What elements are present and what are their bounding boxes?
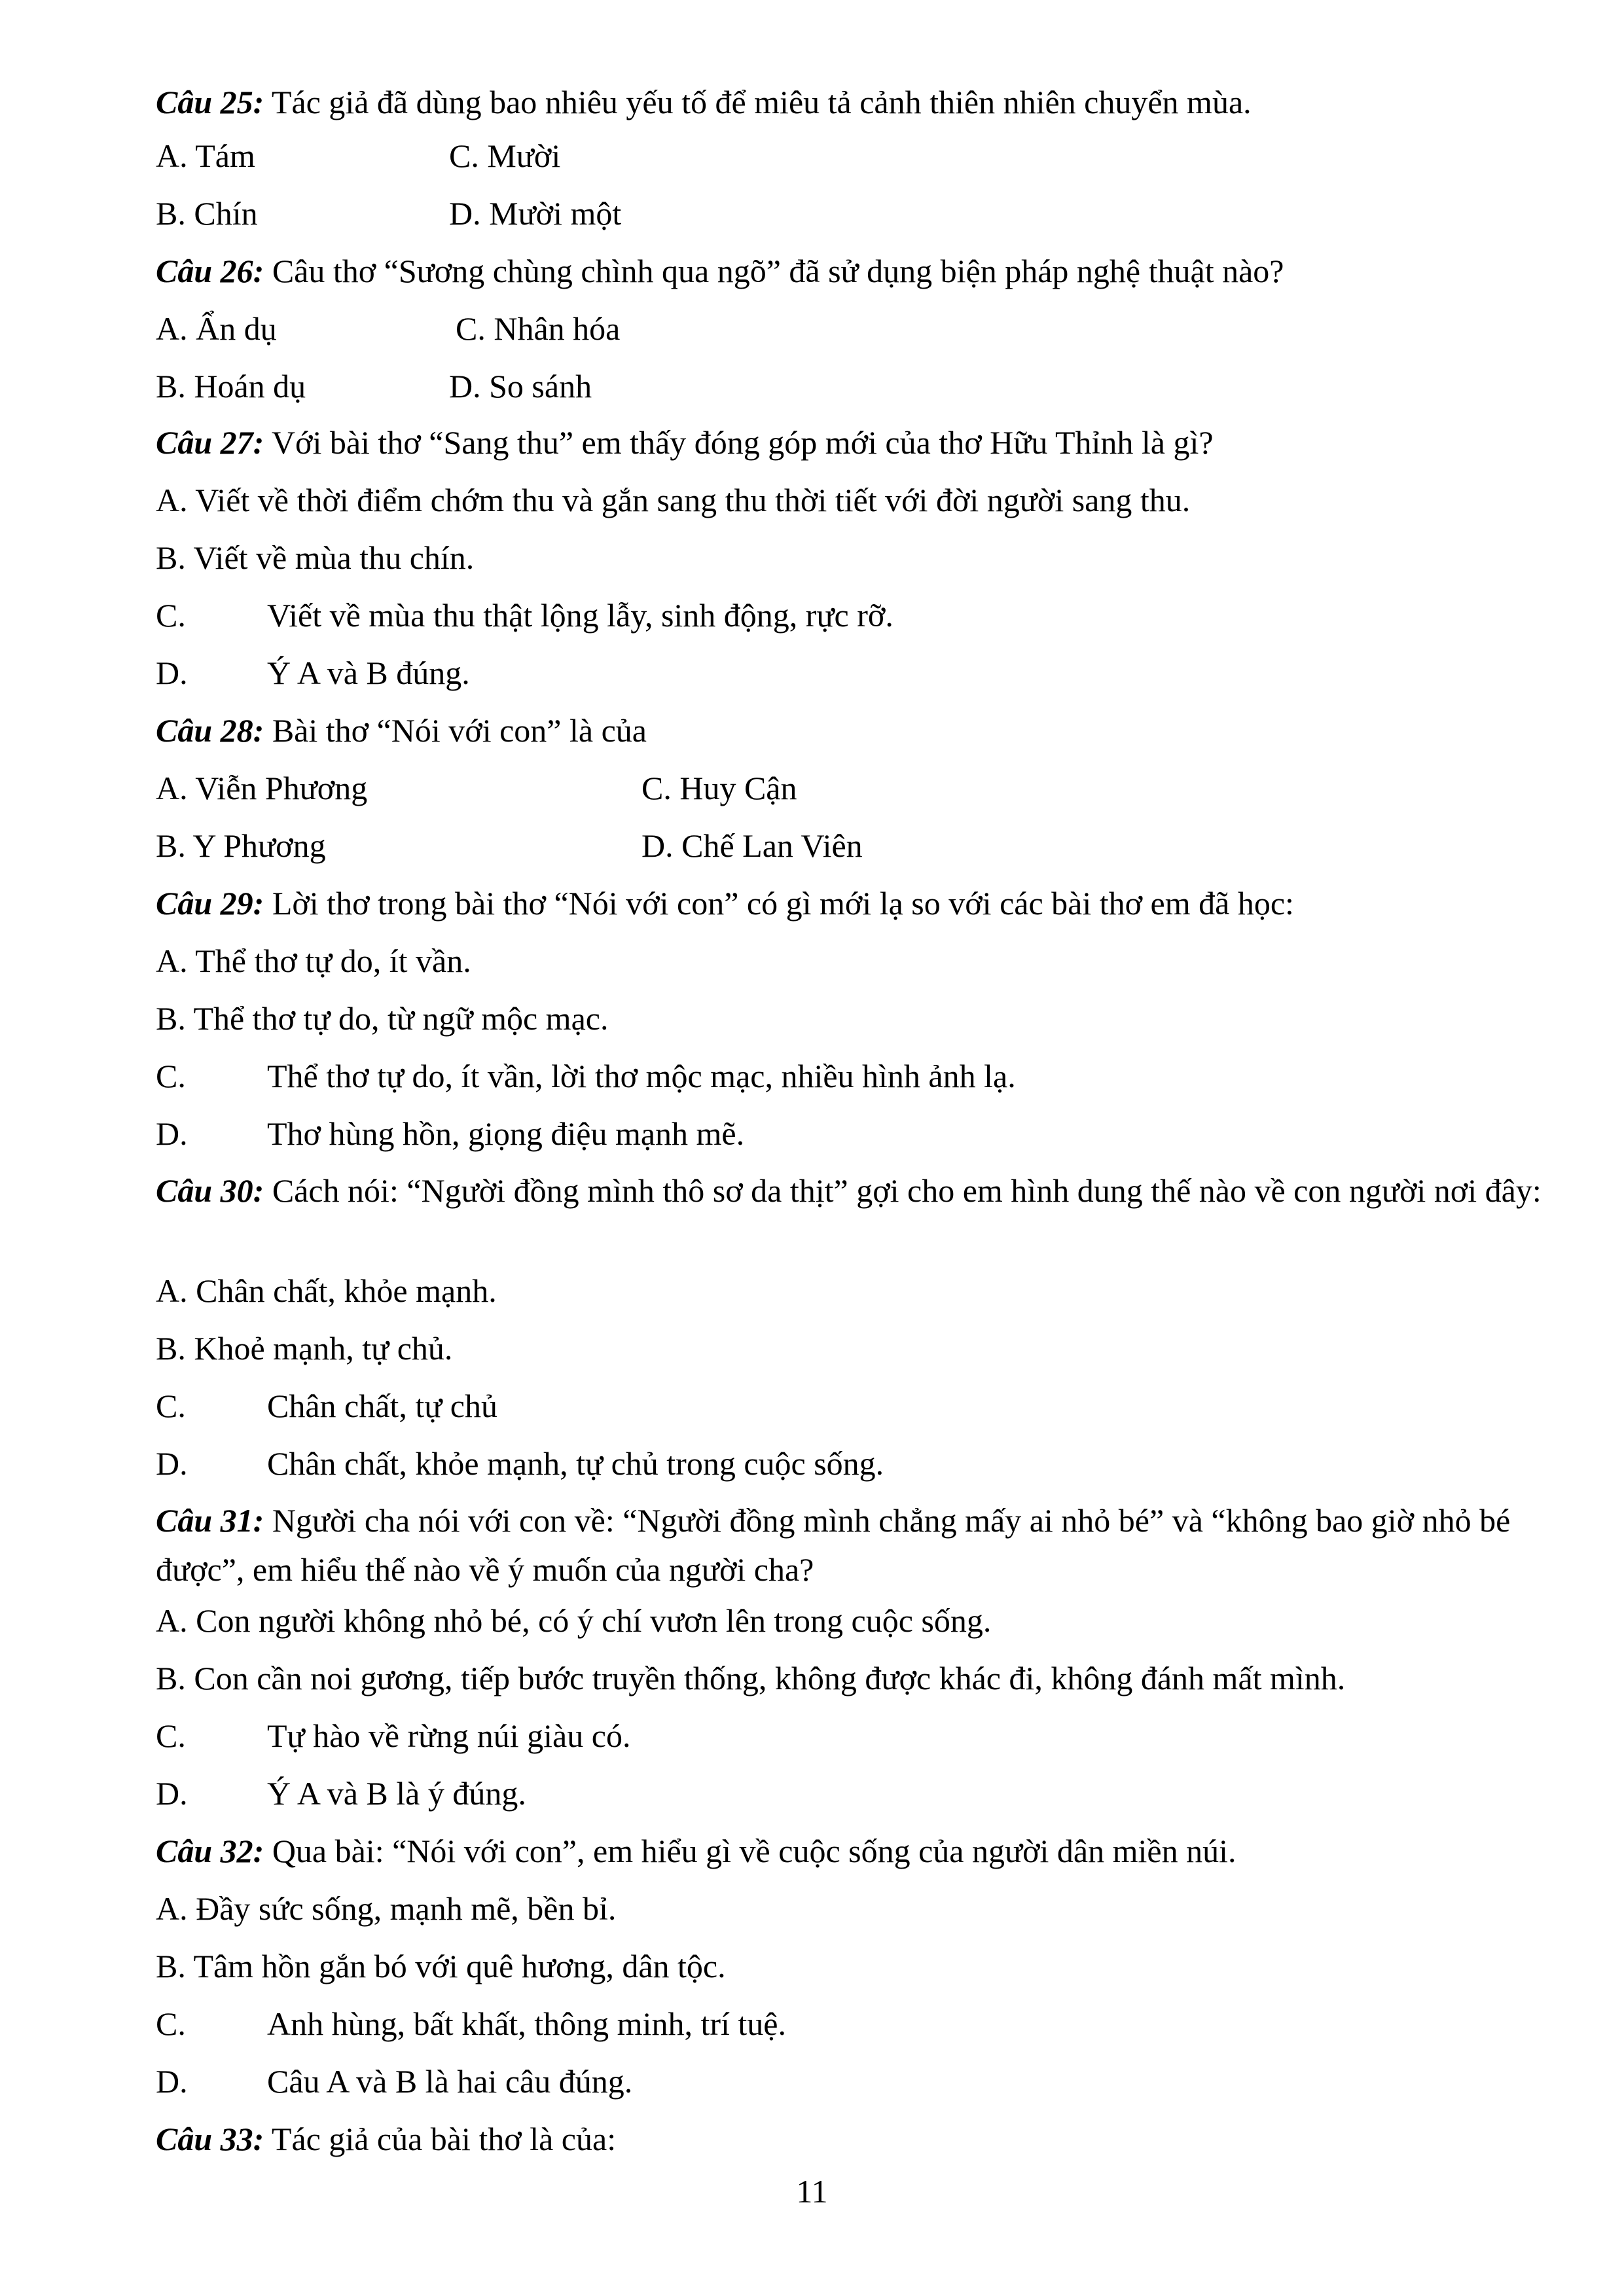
- option-letter: C.: [156, 1058, 186, 1094]
- option-d-row: [156, 1444, 884, 1483]
- option-c: C. Nhân hóa: [456, 310, 621, 347]
- option-row: [156, 194, 622, 233]
- option-d: Ý A và B là ý đúng.: [267, 1775, 526, 1812]
- question-label: Câu 30:: [156, 1172, 264, 1209]
- option-c: Anh hùng, bất khất, thông minh, trí tuệ.: [267, 2005, 786, 2042]
- option-letter: D.: [156, 655, 188, 691]
- option-d: D. Chế Lan Viên: [641, 827, 863, 864]
- option-d-row: [156, 1774, 526, 1813]
- question-25: [156, 82, 1252, 122]
- page-number: 11: [796, 2173, 828, 2210]
- question-text: Lời thơ trong bài thơ “Nói với con” có gì mới lạ so với các bài thơ em đã học:: [264, 885, 1294, 922]
- option-letter: C.: [156, 597, 186, 634]
- question-text: Qua bài: “Nói với con”, em hiểu gì về cuộc sống của người dân miền núi.: [264, 1833, 1236, 1869]
- question-31: [156, 1496, 1563, 1594]
- option-d-row: [156, 653, 470, 692]
- question-label: Câu 32:: [156, 1833, 264, 1869]
- option-a: A. Tám: [156, 137, 255, 174]
- option-d: Câu A và B là hai câu đúng.: [267, 2063, 633, 2100]
- option-a: A. Chân chất, khỏe mạnh.: [156, 1272, 497, 1309]
- option-row: [156, 309, 621, 348]
- option-a: A. Thể thơ tự do, ít vần.: [156, 942, 471, 979]
- option-c: Viết về mùa thu thật lộng lẫy, sinh động, rực rỡ.: [267, 597, 893, 634]
- option-c: C. Mười: [449, 137, 561, 174]
- question-32: [156, 1831, 1236, 1871]
- question-text: Người cha nói với con về: “Người đồng mình chẳng mấy ai nhỏ bé” và “không bao giờ nhỏ bé được”, em hiểu thế nào về ý muốn của người cha?: [156, 1502, 1511, 1588]
- question-33: [156, 2119, 616, 2159]
- question-text: Với bài thơ “Sang thu” em thấy đóng góp mới của thơ Hữu Thỉnh là gì?: [264, 424, 1214, 461]
- option-letter: D.: [156, 1445, 188, 1482]
- option-a: A. Ẩn dụ: [156, 310, 277, 347]
- option-letter: C.: [156, 1717, 186, 1754]
- option-b: B. Chín: [156, 195, 258, 232]
- option-d-row: [156, 2062, 633, 2101]
- option-c-row: [156, 1056, 1016, 1096]
- option-letter: D.: [156, 1115, 188, 1152]
- question-29: [156, 884, 1294, 923]
- option-b: B. Con cần noi gương, tiếp bước truyền thống, không được khác đi, không đánh mất mình.: [156, 1660, 1346, 1696]
- question-text: Cách nói: “Người đồng mình thô sơ da thịt” gợi cho em hình dung thế nào về con người nơi đây:: [264, 1172, 1542, 1209]
- option-row: [156, 367, 592, 406]
- option-d-row: [156, 1114, 745, 1153]
- option-b: B. Khoẻ mạnh, tự chủ.: [156, 1330, 453, 1367]
- option-c: Tự hào về rừng núi giàu có.: [267, 1717, 631, 1754]
- option-letter: C.: [156, 1388, 186, 1424]
- option-b: B. Thể thơ tự do, từ ngữ mộc mạc.: [156, 1000, 609, 1037]
- question-label: Câu 28:: [156, 712, 264, 749]
- question-27: [156, 423, 1214, 462]
- question-label: Câu 27:: [156, 424, 264, 461]
- question-26: [156, 251, 1284, 291]
- question-28: [156, 711, 647, 750]
- option-c-row: [156, 1386, 498, 1426]
- question-text: Tác giả đã dùng bao nhiêu yếu tố để miêu tả cảnh thiên nhiên chuyển mùa.: [264, 84, 1252, 120]
- option-letter: D.: [156, 1775, 188, 1812]
- option-b: B. Viết về mùa thu chín.: [156, 539, 475, 576]
- option-b: B. Hoán dụ: [156, 368, 306, 404]
- option-c: Chân chất, tự chủ: [267, 1388, 498, 1424]
- option-d: Chân chất, khỏe mạnh, tự chủ trong cuộc sống.: [267, 1445, 884, 1482]
- option-c-row: [156, 1716, 631, 1755]
- question-label: Câu 26:: [156, 253, 264, 289]
- option-c-row: [156, 596, 893, 635]
- option-letter: C.: [156, 2005, 186, 2042]
- question-text: Tác giả của bài thơ là của:: [264, 2121, 617, 2157]
- option-d: D. Mười một: [449, 195, 622, 232]
- question-label: Câu 25:: [156, 84, 264, 120]
- question-label: Câu 29:: [156, 885, 264, 922]
- option-a: A. Viết về thời điểm chớm thu và gắn sang thu thời tiết với đời người sang thu.: [156, 482, 1191, 518]
- option-row: [156, 826, 863, 865]
- option-a: A. Con người không nhỏ bé, có ý chí vươn lên trong cuộc sống.: [156, 1602, 992, 1639]
- option-c: C. Huy Cận: [641, 770, 797, 806]
- question-30: [156, 1166, 1563, 1215]
- option-d: D. So sánh: [449, 368, 592, 404]
- option-a: A. Viễn Phương: [156, 770, 368, 806]
- question-text: Bài thơ “Nói với con” là của: [264, 712, 647, 749]
- question-label: Câu 31:: [156, 1502, 264, 1539]
- option-c: Thể thơ tự do, ít vần, lời thơ mộc mạc, nhiều hình ảnh lạ.: [267, 1058, 1016, 1094]
- option-b: B. Y Phương: [156, 827, 326, 864]
- question-text: Câu thơ “Sương chùng chình qua ngõ” đã sử dụng biện pháp nghệ thuật nào?: [264, 253, 1284, 289]
- question-label: Câu 33:: [156, 2121, 264, 2157]
- option-row: [156, 136, 561, 175]
- option-d: Ý A và B đúng.: [267, 655, 470, 691]
- option-b: B. Tâm hồn gắn bó với quê hương, dân tộc.: [156, 1948, 726, 1984]
- option-letter: D.: [156, 2063, 188, 2100]
- option-a: A. Đầy sức sống, mạnh mẽ, bền bỉ.: [156, 1890, 617, 1927]
- option-d: Thơ hùng hồn, giọng điệu mạnh mẽ.: [267, 1115, 745, 1152]
- option-row: [156, 768, 797, 808]
- option-c-row: [156, 2004, 786, 2043]
